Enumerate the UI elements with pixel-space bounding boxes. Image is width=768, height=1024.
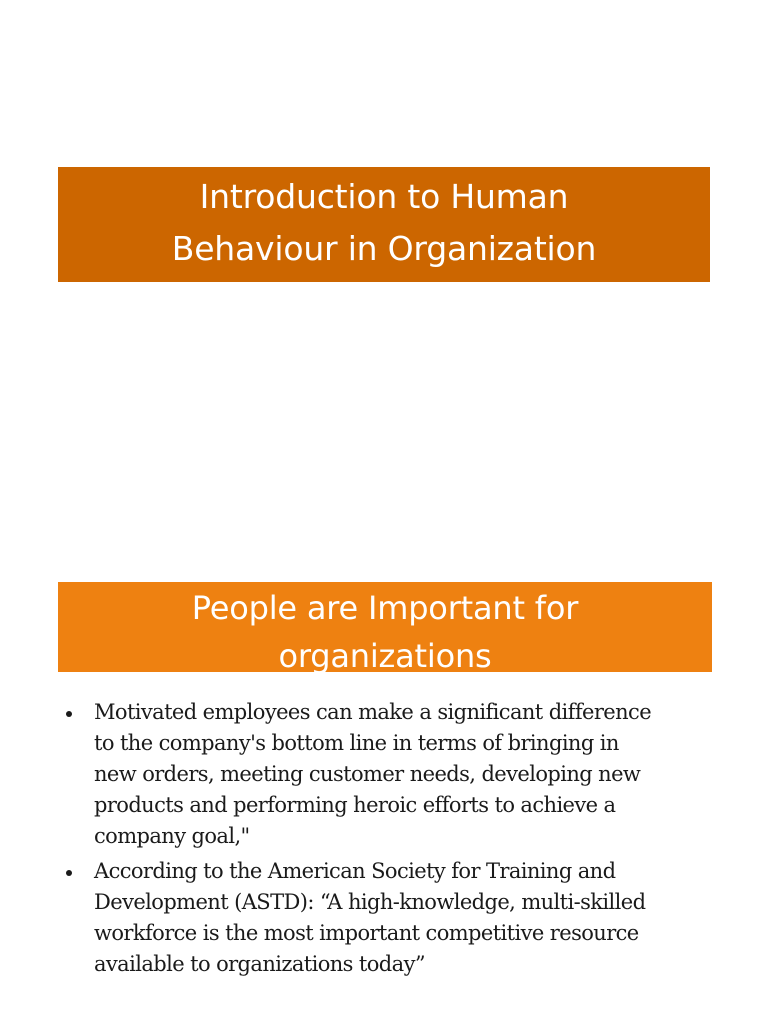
section-banner: [58, 582, 712, 675]
bullet-dot-icon: [66, 870, 72, 876]
title-line-2: Behaviour in Organization: [171, 228, 597, 268]
bullet-text-line: According to the American Society for Training and: [94, 859, 616, 883]
bullet-text-line: available to organizations today”: [94, 952, 425, 976]
bullet-text-line: workforce is the most important competitive resource: [94, 921, 639, 945]
title-banner: [58, 167, 710, 282]
section-heading-line-1: People are Important for: [191, 589, 579, 627]
bullet-list: [62, 697, 702, 980]
bullet-text-line: Development (ASTD): “A high-knowledge, multi-skilled: [94, 890, 646, 914]
bullet-text-line: products and performing heroic efforts to achieve a: [94, 793, 616, 817]
title-line-1: Introduction to Human: [199, 176, 569, 216]
bullet-text-line: Motivated employees can make a significant difference: [94, 700, 652, 724]
bullet-text-line: company goal,": [94, 824, 250, 848]
bullet-item: [62, 697, 702, 852]
section-heading-line-2: organizations: [278, 637, 492, 675]
bullet-item: [62, 856, 702, 980]
bullet-text-line: to the company's bottom line in terms of bringing in: [94, 731, 619, 755]
bullet-dot-icon: [66, 711, 72, 717]
bullet-text-line: new orders, meeting customer needs, developing new: [94, 762, 641, 786]
